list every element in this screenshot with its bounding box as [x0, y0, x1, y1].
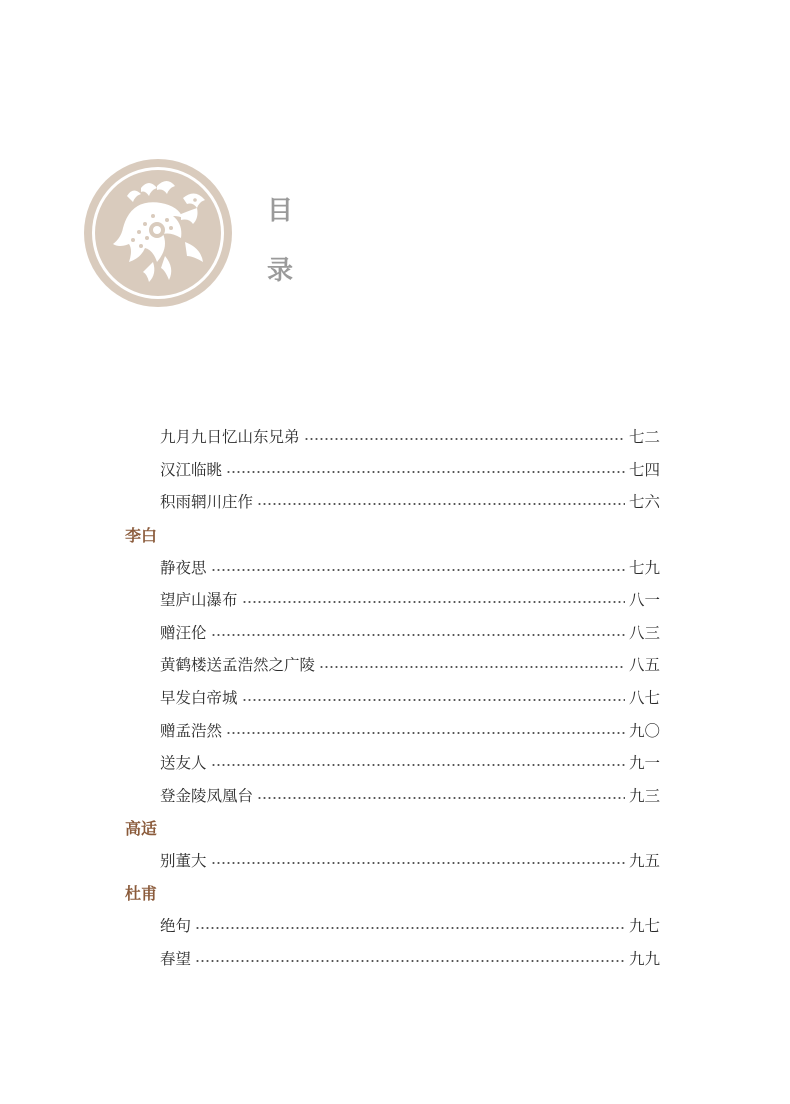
toc-entry-page: 九一 [628, 754, 660, 773]
dot-leader [211, 861, 625, 865]
toc-entry-page: 九七 [628, 917, 660, 936]
dot-leader [195, 926, 625, 930]
toc-entry[interactable] [125, 779, 660, 812]
toc-poet-heading [125, 811, 660, 844]
poet-name: 李白 [125, 525, 158, 545]
toc-entry[interactable] [125, 420, 660, 453]
toc-entry-title: 积雨辋川庄作 [160, 493, 254, 512]
poet-name: 高适 [125, 818, 158, 838]
poet-name: 杜甫 [125, 884, 158, 904]
toc-entry-page: 八一 [628, 591, 660, 610]
toc-entry[interactable] [125, 909, 660, 942]
toc-entry-page: 九九 [628, 949, 660, 968]
toc-entry-title: 别董大 [160, 852, 207, 871]
dot-leader [226, 470, 625, 474]
dot-leader [319, 665, 625, 669]
toc-entry[interactable] [125, 713, 660, 746]
dot-leader [211, 568, 625, 572]
toc-entry[interactable] [125, 583, 660, 616]
dot-leader [257, 502, 625, 506]
toc-entry-page: 七四 [628, 460, 660, 479]
toc-entry-page: 八七 [628, 689, 660, 708]
toc-heading-char-1: 目 [266, 196, 293, 226]
toc-heading-char-2: 录 [266, 256, 293, 286]
toc-entry[interactable] [125, 844, 660, 877]
toc-entry-page: 七六 [628, 493, 660, 512]
toc-entry-title: 早发白帝城 [160, 689, 238, 708]
toc-entry-title: 九月九日忆山东兄弟 [160, 428, 300, 447]
toc-entry-title: 赠汪伦 [160, 623, 207, 642]
toc-entry-title: 送友人 [160, 754, 207, 773]
dot-leader [195, 959, 625, 963]
toc-entry[interactable] [125, 616, 660, 649]
phoenix-emblem-icon [83, 158, 233, 308]
toc-entry[interactable] [125, 942, 660, 975]
toc-entry[interactable] [125, 485, 660, 518]
toc-entry[interactable] [125, 550, 660, 583]
toc-entry-title: 绝句 [160, 917, 192, 936]
toc-entry-page: 九五 [628, 852, 660, 871]
dot-leader [242, 600, 625, 604]
toc-entry-title: 赠孟浩然 [160, 721, 223, 740]
toc-entry-page: 八三 [628, 623, 660, 642]
toc-heading [262, 198, 298, 284]
toc-poet-heading [125, 876, 660, 909]
dot-leader [304, 437, 625, 441]
toc-entry-page: 九三 [628, 786, 660, 805]
toc-entry-title: 登金陵凤凰台 [160, 786, 254, 805]
dot-leader [226, 731, 625, 735]
toc-entry-title: 黄鹤楼送孟浩然之广陵 [160, 656, 316, 675]
toc-entry-title: 静夜思 [160, 558, 207, 577]
toc-entry[interactable] [125, 746, 660, 779]
dot-leader [211, 633, 625, 637]
toc-entry[interactable] [125, 648, 660, 681]
toc-entry-page: 九〇 [628, 721, 660, 740]
toc-poet-heading [125, 518, 660, 551]
toc-entry-page: 七二 [628, 428, 660, 447]
dot-leader [242, 698, 625, 702]
toc-entry[interactable] [125, 453, 660, 486]
table-of-contents [125, 420, 660, 974]
toc-entry[interactable] [125, 681, 660, 714]
toc-entry-page: 八五 [628, 656, 660, 675]
dot-leader [211, 763, 625, 767]
toc-entry-title: 望庐山瀑布 [160, 591, 238, 610]
dot-leader [257, 796, 625, 800]
toc-entry-page: 七九 [628, 558, 660, 577]
toc-entry-title: 春望 [160, 949, 192, 968]
toc-entry-title: 汉江临眺 [160, 460, 223, 479]
